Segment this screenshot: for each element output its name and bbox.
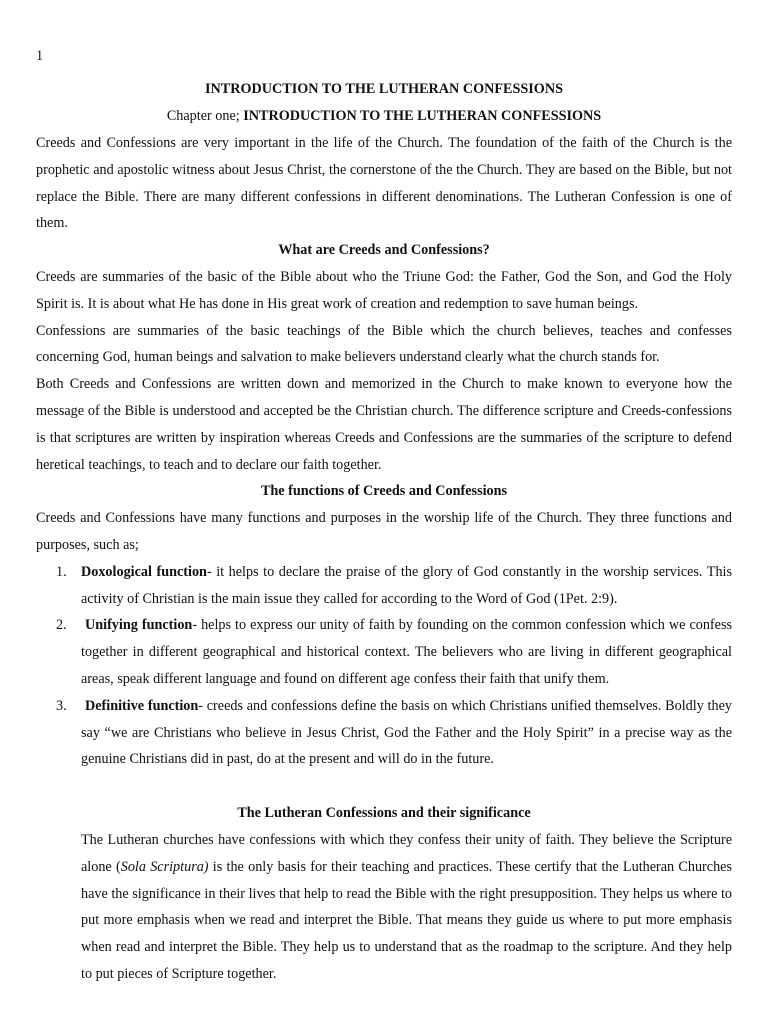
confessions-paragraph: Confessions are summaries of the basic teachings of the Bible which the church believes, teaches and confesses concerning God, human beings and salvation to make believers understand clearly what the church stands for. bbox=[36, 322, 732, 366]
list-item-term: Doxological function bbox=[81, 563, 207, 580]
list-item-term: Unifying function bbox=[85, 617, 193, 634]
chapter-heading bbox=[36, 103, 732, 130]
functions-list bbox=[36, 559, 732, 773]
list-item-term: Definitive function bbox=[85, 697, 199, 714]
significance-text-start: The Lutheran churches have confessions with which they confess their unity of faith. They believe the Scripture alone ( bbox=[81, 831, 732, 875]
list-item-text: - it helps to declare the praise of the glory of God constantly in the worship services. This activity of Christian is the main issue they called for according to the Word of God (1Pet. 2:9). bbox=[81, 563, 732, 607]
list-item bbox=[36, 559, 732, 613]
list-item-number: 3. bbox=[56, 697, 67, 714]
section-heading-lutheran: The Lutheran Confessions and their significance bbox=[237, 805, 531, 822]
functions-intro-paragraph: Creeds and Confessions have many functions and purposes in the worship life of the Church. They three functions and purposes, such as; bbox=[36, 510, 732, 553]
page-number: 1 bbox=[36, 48, 44, 64]
intro-paragraph: Creeds and Confessions are very important in the life of the Church. The foundation of the faith of the Church is the prophetic and apostolic witness about Jesus Christ, the cornerstone of the the Church. They are based on the Bible, but not replace the Bible. There are many different confessions in different denominations. The Lutheran Confession is one of them. bbox=[36, 135, 732, 232]
sola-scriptura-term: Sola Scriptura) bbox=[120, 858, 209, 875]
creeds-paragraph: Creeds are summaries of the basic of the Bible about who the Triune God: the Father, God the Son, and God the Holy Spirit is. It is about what He has done in His great work of creation and redemption to save human beings. bbox=[36, 268, 732, 312]
document-body bbox=[36, 76, 732, 988]
list-item-text: - creeds and confessions define the basis on which Christians unified themselves. Boldly they say “we are Christians who believe in Jesus Christ, God the Father and the Holy Spirit” in a precise way as the genuine Christians did in past, do at the present and will do in the future. bbox=[81, 697, 732, 768]
significance-text-end: is the only basis for their teaching and practices. These certify that the Lutheran Churches have the significance in their lives that help to read the Bible with the right presupposition. They helps us where to put more emphasis when we read and interpret the Bible. That means they guide us where to put more emphasis when read and interpret the Bible. They help us to understand that as the roadmap to the scripture. And they help to put pieces of Scripture together. bbox=[81, 858, 732, 982]
significance-paragraph bbox=[36, 827, 732, 988]
list-item-number: 1. bbox=[56, 563, 67, 580]
list-item-number: 2. bbox=[56, 617, 67, 634]
list-item-text: - helps to express our unity of faith by founding on the common confession which we confess together in different geographical and historical context. The believers who are living in different geographical areas, speak different language and found on different age confess their faith that unify them. bbox=[81, 617, 732, 687]
section-heading-creeds: What are Creeds and Confessions? bbox=[278, 242, 490, 259]
list-item bbox=[36, 693, 732, 773]
section-heading-functions: The functions of Creeds and Confessions bbox=[260, 483, 508, 500]
document-title: INTRODUCTION TO THE LUTHERAN CONFESSIONS bbox=[205, 81, 563, 97]
chapter-prefix: Chapter one; bbox=[166, 108, 244, 124]
difference-paragraph: Both Creeds and Confessions are written down and memorized in the Church to make known to everyone how the message of the Bible is understood and accepted be the Christian church. The difference scripture and Creeds-confessions is that scriptures are written by inspiration whereas Creeds and Confessions are the summaries of the scripture to defend heretical teachings, to teach and to declare our faith together. bbox=[36, 376, 732, 473]
chapter-title: INTRODUCTION TO THE LUTHERAN CONFESSIONS bbox=[243, 108, 602, 124]
blank-line bbox=[36, 773, 732, 800]
list-item bbox=[36, 612, 732, 692]
